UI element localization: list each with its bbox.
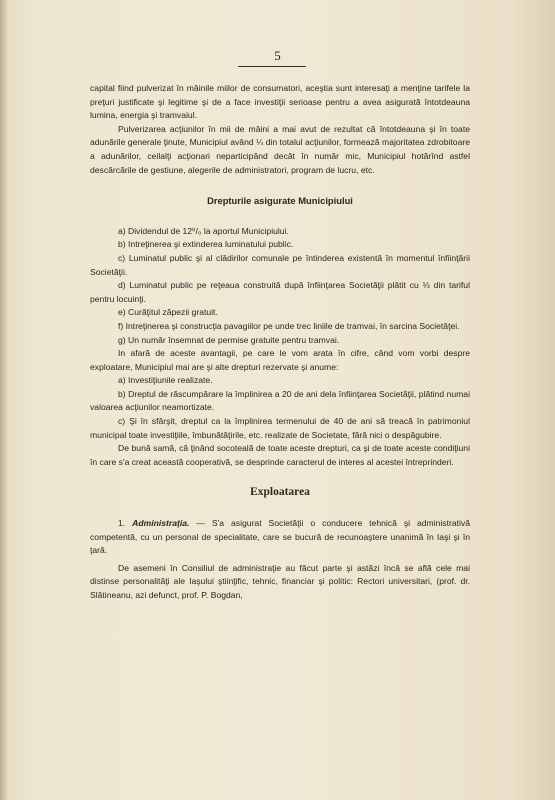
list-item: c) Luminatul public şi al clădirilor comunale pe întinderea existentă în momentul înfiinţării Societăţii. [90, 252, 470, 277]
list-item: e) Curăţitul zăpezii gratuit. [118, 307, 218, 318]
list-item: d) Luminatul public pe reţeaua construită după înfiinţarea Societăţii plătit cu ⅓ din tariful pentru locuinţi. [90, 280, 470, 304]
paragraph-pulverization: Pulverizarea acţiunilor în mii de mâini a mai avut de rezultat că întotdeauna şi în toate adunările generale ţinute, Municipiul având ¼ din totalul acţiunilor, formează majoritatea zdrobitoare a adunărilor, ceilalţi acţionari neparticipând decât în număr mic, Municipiul hotărînd astfel descărcările de gestiune, alegerile de administratori, program de lucru, etc. [90, 123, 470, 175]
list-item: c) Şi în sfârşit, dreptul ca la împlinirea termenului de 40 de ani să treacă în patrimoniul municipal toate investiţiile, îmbunătăţirile, etc. realizate de Societate, fără nici o despăgubire. [90, 416, 470, 440]
paragraph-advantages: In afară de aceste avantagii, pe care le vom arata în cifre, când vom vorbi despre exploatare, Municipiul mai are şi alte drepturi rezervate şi anume: [90, 348, 470, 372]
paragraph-board: De asemeni în Consiliul de administraţie au făcut parte şi astăzi încă se află cele mai distinse personalităţi ale Iaşului ştiinţific, tehnic, financiar şi politic: Rectori universitari, (prof. dr. Slătineanu, azi defunct, prof. P. Bogdan, [90, 562, 470, 600]
body-text [90, 82, 470, 603]
admin-number: 1. [118, 518, 126, 529]
rights-list [90, 225, 470, 347]
list-item: f) Intreţinerea şi construcţia pavagiilor pe unde trec liniile de tramvai, în sarcina Societăţei. [118, 320, 460, 331]
list-item: a) Dividendul de 12⁰/₀ la aportul Municipiului. [118, 225, 289, 236]
section-heading-exploitation: Exploatarea [250, 486, 310, 499]
list-item: b) Dreptul de răscumpărare la împlinirea a 20 de ani dela înfiinţarea Societăţii, plătind numai valoarea acţiunilor neamortizate. [90, 388, 470, 413]
page-edge-shadow [0, 0, 8, 800]
section-heading-rights: Drepturile asigurate Municipiului [207, 195, 353, 207]
page-number: 5 [274, 48, 281, 63]
list-item: a) Investiţiunile realizate. [118, 375, 213, 386]
list-item: b) Intreţinerea şi extinderea luminatului public. [118, 239, 294, 250]
paragraph-conclusion: De bună samă, că ţinând socoteală de toate aceste drepturi, ca şi de toate aceste condiţiuni în care s'a creat această cooperativă, se desprinde caracterul de interes al acestei întreprinderi. [90, 443, 470, 467]
admin-subheading: Administraţia. [132, 518, 190, 529]
admin-text: — S'a asigurat Societăţii o conducere tehnică şi administrativă competentă, cu un personal de specialitate, care se bucură de recunoaştere unanimă în Iaşi şi în ţară. [90, 518, 470, 556]
paragraph-administration [90, 517, 470, 558]
list-item: g) Un număr însemnat de permise gratuite pentru tramvai. [118, 334, 340, 345]
page-number-rule [238, 66, 306, 67]
paragraph-continued: capital fiind pulverizat în mâinile miilor de consumatori, aceştia sunt interesaţi a menţine tarifele la preţuri justificate şi legitime şi de a face investiţii serioase pentru a avea asigurată întotdeauna lumina, energia şi tramvaiul. [90, 83, 470, 121]
reserved-rights-list [90, 374, 470, 442]
